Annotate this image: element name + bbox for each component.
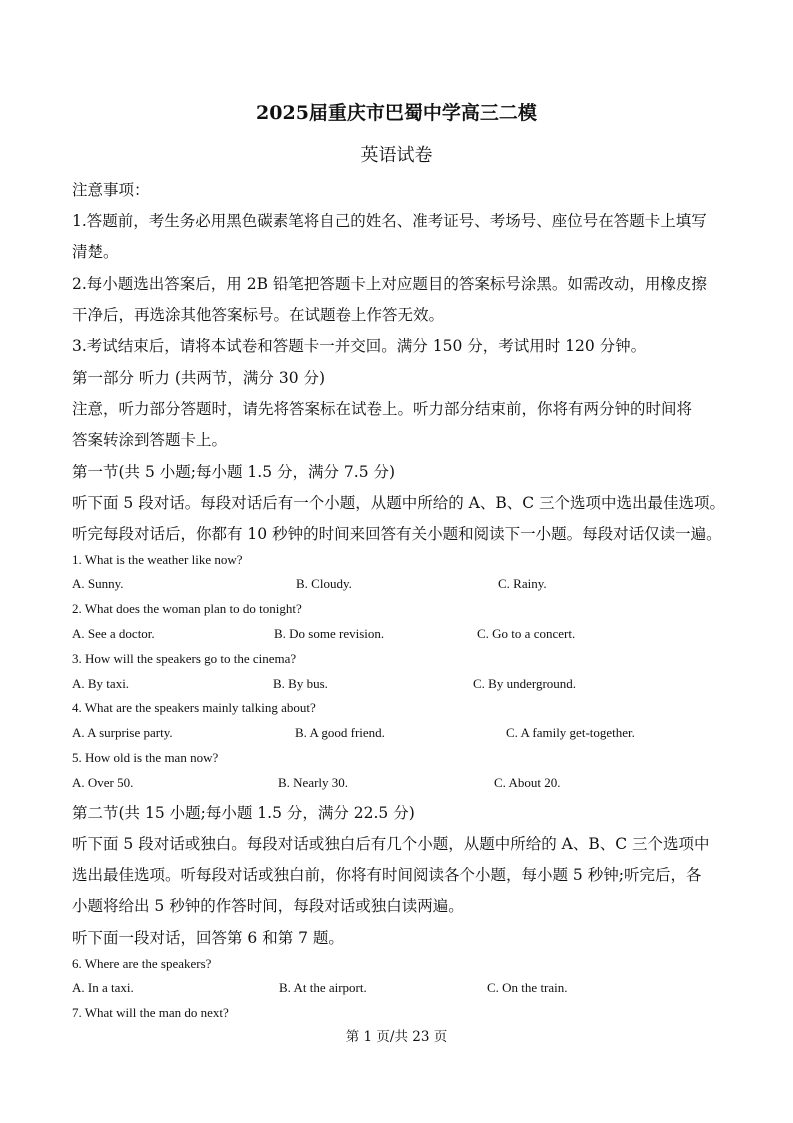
question-3-option-a: A. By taxi.: [72, 676, 130, 691]
exam-title: 2025届重庆市巴蜀中学高三二模: [256, 102, 537, 124]
question-1-option-a: A. Sunny.: [72, 576, 124, 591]
page-footer: 第 1 页/共 23 页: [345, 1029, 448, 1045]
note-item-1-line-1: 1.答题前，考生务必用黑色碳素笔将自己的姓名、准考证号、考场号、座位号在答题卡上填写: [72, 212, 707, 230]
question-6-option-c: C. On the train.: [487, 980, 568, 995]
dialogue-intro-6-7: 听下面一段对话，回答第 6 和第 7 题。: [72, 929, 344, 947]
question-1: 1. What is the weather like now?: [72, 552, 243, 567]
part1-intro-line-2: 答案转涂到答题卡上。: [72, 431, 228, 449]
section2-intro-line-3: 小题将给出 5 秒钟的作答时间，每段对话或独白读两遍。: [72, 897, 464, 915]
question-6: 6. Where are the speakers?: [72, 956, 212, 971]
question-5-option-c: C. About 20.: [494, 775, 561, 790]
exam-subtitle: 英语试卷: [360, 145, 433, 166]
note-item-3: 3.考试结束后，请将本试卷和答题卡一并交回。满分 150 分，考试用时 120 分钟。: [72, 337, 647, 355]
question-2-option-c: C. Go to a concert.: [477, 626, 576, 641]
note-item-2-line-2: 干净后，再选涂其他答案标号。在试题卷上作答无效。: [72, 306, 445, 324]
question-2-option-a: A. See a doctor.: [72, 626, 155, 641]
question-3-option-c: C. By underground.: [473, 676, 577, 691]
question-4: 4. What are the speakers mainly talking about?: [72, 700, 316, 715]
question-4-option-c: C. A family get-together.: [506, 725, 635, 740]
question-7: 7. What will the man do next?: [72, 1005, 229, 1020]
note-item-2-line-1: 2.每小题选出答案后，用 2B 铅笔把答题卡上对应题目的答案标号涂黑。如需改动，用橡皮擦: [72, 275, 707, 293]
question-2-option-b: B. Do some revision.: [274, 626, 385, 641]
question-5-option-a: A. Over 50.: [72, 775, 134, 790]
notes-heading: 注意事项：: [72, 181, 150, 199]
question-5-option-b: B. Nearly 30.: [278, 775, 349, 790]
question-6-option-b: B. At the airport.: [279, 980, 367, 995]
section2-intro-line-2: 选出最佳选项。听每段对话或独白前，你将有时间阅读各个小题，每小题 5 秒钟;听完后，各: [72, 866, 702, 884]
section2-intro-line-1: 听下面 5 段对话或独白。每段对话或独白后有几个小题，从题中所给的 A、B、C 三个选项中: [72, 835, 710, 853]
question-3-option-b: B. By bus.: [273, 676, 328, 691]
question-4-option-a: A. A surprise party.: [72, 725, 173, 740]
question-3: 3. How will the speakers go to the cinema?: [72, 651, 297, 666]
question-2: 2. What does the woman plan to do tonight?: [72, 601, 302, 616]
question-1-option-b: B. Cloudy.: [296, 576, 352, 591]
section1-intro-line-2: 听完每段对话后，你都有 10 秒钟的时间来回答有关小题和阅读下一小题。每段对话仅读一遍。: [72, 525, 722, 543]
question-5: 5. How old is the man now?: [72, 750, 219, 765]
question-6-option-a: A. In a taxi.: [72, 980, 134, 995]
part1-intro-line-1: 注意，听力部分答题时，请先将答案标在试卷上。听力部分结束前，你将有两分钟的时间将: [72, 400, 693, 418]
section2-heading: 第二节(共 15 小题;每小题 1.5 分，满分 22.5 分): [72, 804, 415, 822]
part1-heading: 第一部分 听力 (共两节，满分 30 分): [72, 369, 326, 387]
section1-intro-line-1: 听下面 5 段对话。每段对话后有一个小题，从题中所给的 A、B、C 三个选项中选出最佳选项。: [72, 494, 726, 512]
section1-heading: 第一节(共 5 小题;每小题 1.5 分，满分 7.5 分): [72, 463, 396, 481]
question-1-option-c: C. Rainy.: [498, 576, 547, 591]
note-item-1-line-2: 清楚。: [72, 243, 119, 261]
question-4-option-b: B. A good friend.: [295, 725, 385, 740]
